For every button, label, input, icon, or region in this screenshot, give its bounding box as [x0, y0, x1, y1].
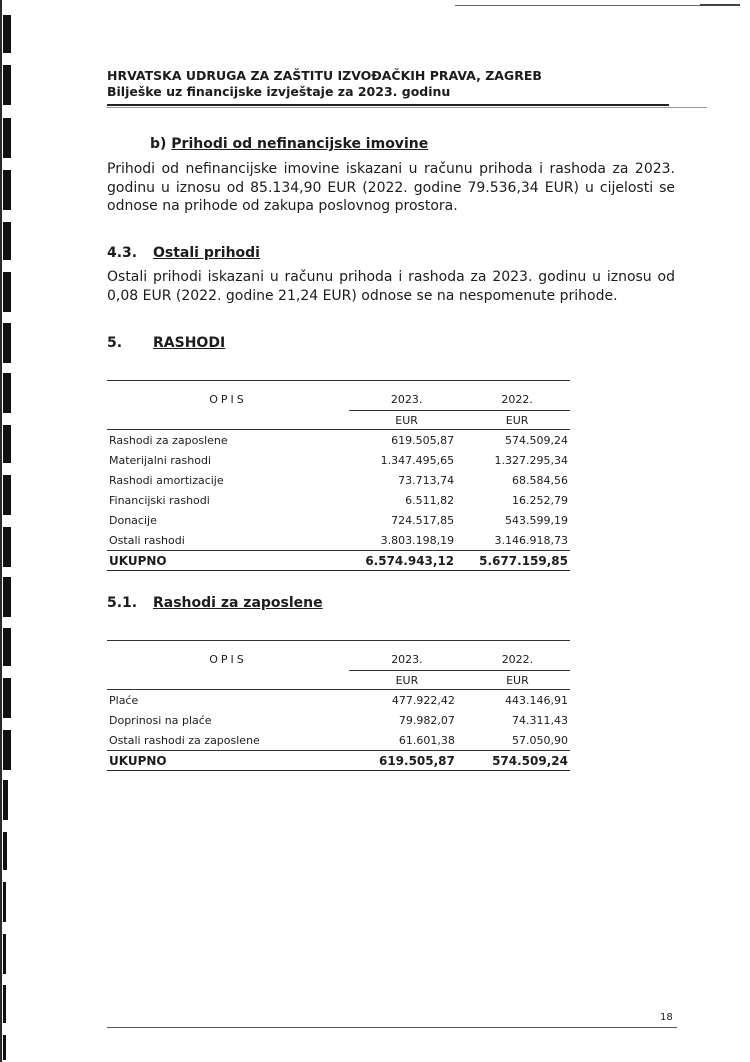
row-label: Rashodi za zaposlene — [109, 433, 228, 447]
document-subtitle: Bilješke uz financijske izvještaje za 2023. godinu — [107, 84, 451, 99]
section-title: Ostali prihodi — [153, 245, 260, 261]
scan-mark — [3, 373, 11, 413]
section-number: 4.3. — [107, 245, 138, 261]
total-2022: 574.509,24 — [465, 751, 570, 771]
value-2022: 3.146.918,73 — [464, 530, 570, 551]
scan-mark — [3, 170, 11, 210]
scan-mark — [3, 832, 7, 870]
scan-mark — [3, 780, 8, 820]
row-label: Materijalni rashodi — [109, 453, 212, 467]
value-2023: 1.347.495,65 — [380, 453, 455, 467]
value-2023: 724.517,85 — [391, 513, 455, 527]
section-number: 5. — [107, 335, 123, 351]
document-header — [107, 68, 542, 100]
value-2022: 443.146,91 — [505, 693, 568, 707]
value-2023: 6.511,82 — [405, 493, 455, 507]
column-header-2023: 2023. — [349, 388, 464, 411]
section-b-paragraph: Prihodi od nefinancijske imovine iskazani u računu prihoda i rashoda za 2023. godinu u iznosu od 85.134,90 EUR (2022. godine 79.536,34 EUR) u cijelosti se odnose na prihode od zakupa poslovnog prostora. — [107, 161, 675, 214]
scan-mark — [3, 323, 11, 363]
section-4-3-heading — [107, 245, 260, 261]
scan-mark — [3, 475, 11, 515]
value-2023: 477.922,42 — [391, 693, 455, 707]
scan-mark — [3, 882, 6, 922]
value-2023: 619.505,87 — [391, 433, 455, 447]
page-number: 18 — [660, 1012, 673, 1023]
scan-mark — [3, 118, 11, 158]
footer-divider — [107, 1027, 677, 1028]
row-label: Financijski rashodi — [109, 493, 210, 507]
table-row — [107, 710, 570, 730]
scan-mark — [3, 730, 11, 770]
scan-mark — [3, 1035, 6, 1060]
value-2022: 16.252,79 — [512, 493, 568, 507]
row-label: Plaće — [109, 693, 139, 707]
table-row — [107, 450, 570, 470]
organization-name: HRVATSKA UDRUGA ZA ZAŠTITU IZVOĐAČKIH PRAVA, ZAGREB — [107, 68, 542, 83]
row-label: Donacije — [109, 513, 157, 527]
scan-top-line — [455, 5, 740, 6]
row-label: Doprinosi na plaće — [109, 713, 212, 727]
value-2023: 73.713,74 — [398, 473, 455, 487]
scan-mark — [3, 678, 11, 718]
table-row — [107, 730, 570, 751]
currency-label: EUR — [464, 411, 570, 430]
currency-label: EUR — [465, 671, 570, 690]
total-label: UKUPNO — [107, 551, 349, 571]
value-2023: 61.601,38 — [349, 730, 465, 751]
column-header-2023: 2023. — [349, 648, 465, 671]
total-2023: 6.574.943,12 — [349, 551, 464, 571]
row-label: Ostali rashodi za zaposlene — [107, 730, 349, 751]
column-header-description: OPIS — [209, 652, 247, 666]
value-2022: 574.509,24 — [505, 433, 568, 447]
total-2022: 5.677.159,85 — [464, 551, 570, 571]
header-divider-thin — [107, 107, 707, 108]
section-4-3-paragraph: Ostali prihodi iskazani u računu prihoda i rashoda za 2023. godinu u iznosu od 0,08 EUR (2022. godine 21,24 EUR) odnose se na nespomenute prihode. — [107, 269, 675, 304]
scan-mark — [3, 272, 11, 312]
scan-mark — [3, 222, 11, 260]
section-b-title: Prihodi od nefinancijske imovine — [171, 136, 429, 152]
section-5-1-heading — [107, 595, 323, 611]
value-2023: 79.982,07 — [398, 713, 455, 727]
table-row — [107, 530, 570, 551]
value-2022: 543.599,19 — [505, 513, 568, 527]
employee-expenses-table — [107, 640, 570, 771]
table-row — [107, 430, 570, 451]
section-5-heading — [107, 335, 225, 351]
expenses-table — [107, 380, 570, 571]
scan-mark — [3, 527, 11, 567]
table-row — [107, 470, 570, 490]
value-2023: 3.803.198,19 — [349, 530, 464, 551]
row-label: Rashodi amortizacije — [109, 473, 224, 487]
scan-mark — [3, 985, 6, 1023]
scan-top-line — [700, 4, 740, 6]
value-2022: 68.584,56 — [512, 473, 568, 487]
scan-mark — [3, 934, 6, 974]
scan-mark — [3, 65, 11, 105]
table-row — [107, 510, 570, 530]
section-b-label: b) — [150, 136, 167, 152]
table-row — [107, 490, 570, 510]
table-row — [107, 690, 570, 711]
section-title: RASHODI — [153, 335, 226, 351]
column-header-2022: 2022. — [465, 648, 570, 671]
value-2022: 57.050,90 — [465, 730, 570, 751]
scan-mark — [3, 425, 11, 463]
total-2023: 619.505,87 — [349, 751, 465, 771]
scan-edge-line — [0, 0, 2, 1062]
value-2022: 74.311,43 — [512, 713, 568, 727]
scan-mark — [3, 15, 11, 53]
section-b-heading — [150, 136, 428, 152]
currency-label: EUR — [349, 671, 465, 690]
scan-mark — [3, 577, 11, 617]
header-divider — [107, 104, 669, 106]
column-header-2022: 2022. — [464, 388, 570, 411]
currency-label: EUR — [349, 411, 464, 430]
scan-mark — [3, 628, 11, 666]
total-row — [107, 551, 570, 571]
row-label: Ostali rashodi — [107, 530, 349, 551]
section-title: Rashodi za zaposlene — [153, 595, 323, 611]
total-row — [107, 751, 570, 771]
column-header-description: OPIS — [209, 392, 247, 406]
section-number: 5.1. — [107, 595, 138, 611]
total-label: UKUPNO — [107, 751, 349, 771]
value-2022: 1.327.295,34 — [494, 453, 568, 467]
